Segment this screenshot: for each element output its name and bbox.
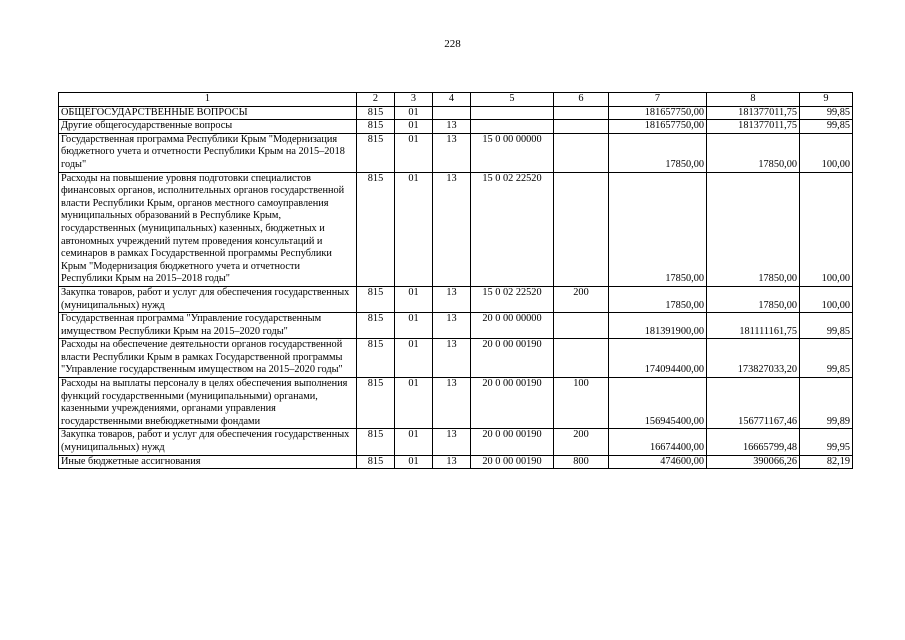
- column-header: 3: [395, 93, 433, 107]
- planned-amount-cell: 181657750,00: [609, 106, 707, 120]
- executed-amount-cell: 181377011,75: [707, 106, 800, 120]
- subsection-code-cell: 13: [433, 172, 471, 286]
- table-row: [59, 339, 853, 378]
- expense-type-cell: [554, 133, 609, 172]
- expense-type-cell: 800: [554, 455, 609, 469]
- column-header: 6: [554, 93, 609, 107]
- department-code-cell: 815: [357, 339, 395, 378]
- expense-name-cell: Закупка товаров, работ и услуг для обеспечения государственных (муниципальных) нужд: [59, 286, 357, 312]
- percent-executed-cell: 99,89: [800, 378, 853, 429]
- column-header: 2: [357, 93, 395, 107]
- table-row: [59, 378, 853, 429]
- target-article-cell: [471, 120, 554, 134]
- planned-amount-cell: 16674400,00: [609, 429, 707, 455]
- planned-amount-cell: 156945400,00: [609, 378, 707, 429]
- table-row: [59, 455, 853, 469]
- executed-amount-cell: 17850,00: [707, 133, 800, 172]
- department-code-cell: 815: [357, 455, 395, 469]
- subsection-code-cell: 13: [433, 378, 471, 429]
- planned-amount-cell: 17850,00: [609, 133, 707, 172]
- executed-amount-cell: 181111161,75: [707, 313, 800, 339]
- expense-name-cell: Государственная программа Республики Крым "Модернизация бюджетного учета и отчетности Республики Крым на 2015–2018 годы": [59, 133, 357, 172]
- column-number-header-row: [59, 93, 853, 107]
- target-article-cell: 15 0 02 22520: [471, 286, 554, 312]
- percent-executed-cell: 99,95: [800, 429, 853, 455]
- planned-amount-cell: 17850,00: [609, 172, 707, 286]
- subsection-code-cell: 13: [433, 286, 471, 312]
- column-header: 7: [609, 93, 707, 107]
- table-row: [59, 429, 853, 455]
- executed-amount-cell: 17850,00: [707, 286, 800, 312]
- expense-name-cell: Другие общегосударственные вопросы: [59, 120, 357, 134]
- executed-amount-cell: 390066,26: [707, 455, 800, 469]
- percent-executed-cell: 82,19: [800, 455, 853, 469]
- target-article-cell: 20 0 00 00190: [471, 339, 554, 378]
- executed-amount-cell: 156771167,46: [707, 378, 800, 429]
- table-row: [59, 120, 853, 134]
- subsection-code-cell: 13: [433, 120, 471, 134]
- executed-amount-cell: 181377011,75: [707, 120, 800, 134]
- expense-name-cell: Расходы на выплаты персоналу в целях обеспечения выполнения функций государственными (муниципальными) органами, казенными учреждениями, органами управления государственными внебюджетными фондами: [59, 378, 357, 429]
- section-code-cell: 01: [395, 429, 433, 455]
- planned-amount-cell: 181657750,00: [609, 120, 707, 134]
- planned-amount-cell: 174094400,00: [609, 339, 707, 378]
- section-code-cell: 01: [395, 172, 433, 286]
- subsection-code-cell: 13: [433, 133, 471, 172]
- expense-name-cell: Закупка товаров, работ и услуг для обеспечения государственных (муниципальных) нужд: [59, 429, 357, 455]
- department-code-cell: 815: [357, 378, 395, 429]
- planned-amount-cell: 17850,00: [609, 286, 707, 312]
- percent-executed-cell: 99,85: [800, 120, 853, 134]
- expense-type-cell: [554, 172, 609, 286]
- percent-executed-cell: 100,00: [800, 286, 853, 312]
- target-article-cell: [471, 106, 554, 120]
- planned-amount-cell: 474600,00: [609, 455, 707, 469]
- table-row: [59, 172, 853, 286]
- department-code-cell: 815: [357, 172, 395, 286]
- expense-name-cell: Расходы на повышение уровня подготовки специалистов финансовых органов, исполнительных органов государственной власти Республики Крым, органов местного самоуправления муниципальных образований в Республике Крым, государственных (муниципальных) казенных, бюджетных и автономных учреждений путем проведения консультаций и семинаров в рамках Государственной программы Республики Крым "Модернизация бюджетного учета и отчетности Республики Крым на 2015–2018 годы": [59, 172, 357, 286]
- expense-type-cell: [554, 313, 609, 339]
- department-code-cell: 815: [357, 106, 395, 120]
- percent-executed-cell: 100,00: [800, 133, 853, 172]
- section-code-cell: 01: [395, 120, 433, 134]
- section-code-cell: 01: [395, 313, 433, 339]
- subsection-code-cell: 13: [433, 339, 471, 378]
- percent-executed-cell: 99,85: [800, 106, 853, 120]
- expense-type-cell: [554, 339, 609, 378]
- column-header: 9: [800, 93, 853, 107]
- executed-amount-cell: 173827033,20: [707, 339, 800, 378]
- expense-name-cell: Государственная программа "Управление государственным имуществом Республики Крым на 2015–2020 годы": [59, 313, 357, 339]
- executed-amount-cell: 17850,00: [707, 172, 800, 286]
- section-code-cell: 01: [395, 133, 433, 172]
- department-code-cell: 815: [357, 120, 395, 134]
- percent-executed-cell: 99,85: [800, 313, 853, 339]
- department-code-cell: 815: [357, 313, 395, 339]
- department-code-cell: 815: [357, 133, 395, 172]
- section-code-cell: 01: [395, 455, 433, 469]
- expense-name-cell: Расходы на обеспечение деятельности органов государственной власти Республики Крым в рамках Государственной программы "Управление государственным имуществом на 2015–2020 годы": [59, 339, 357, 378]
- target-article-cell: 15 0 02 22520: [471, 172, 554, 286]
- subsection-code-cell: 13: [433, 313, 471, 339]
- budget-table: [58, 92, 853, 469]
- expense-type-cell: 200: [554, 286, 609, 312]
- planned-amount-cell: 181391900,00: [609, 313, 707, 339]
- target-article-cell: 20 0 00 00000: [471, 313, 554, 339]
- expense-name-cell: ОБЩЕГОСУДАРСТВЕННЫЕ ВОПРОСЫ: [59, 106, 357, 120]
- column-header: 1: [59, 93, 357, 107]
- table-row: [59, 106, 853, 120]
- page-number: 228: [444, 38, 461, 50]
- table-row: [59, 313, 853, 339]
- table-row: [59, 286, 853, 312]
- expense-type-cell: 200: [554, 429, 609, 455]
- subsection-code-cell: 13: [433, 455, 471, 469]
- section-code-cell: 01: [395, 378, 433, 429]
- target-article-cell: 20 0 00 00190: [471, 455, 554, 469]
- column-header: 5: [471, 93, 554, 107]
- table-row: [59, 133, 853, 172]
- expense-name-cell: Иные бюджетные ассигнования: [59, 455, 357, 469]
- executed-amount-cell: 16665799,48: [707, 429, 800, 455]
- expense-type-cell: [554, 106, 609, 120]
- target-article-cell: 20 0 00 00190: [471, 429, 554, 455]
- percent-executed-cell: 99,85: [800, 339, 853, 378]
- expense-type-cell: 100: [554, 378, 609, 429]
- column-header: 8: [707, 93, 800, 107]
- target-article-cell: 20 0 00 00190: [471, 378, 554, 429]
- section-code-cell: 01: [395, 339, 433, 378]
- expense-type-cell: [554, 120, 609, 134]
- subsection-code-cell: 13: [433, 429, 471, 455]
- department-code-cell: 815: [357, 286, 395, 312]
- section-code-cell: 01: [395, 286, 433, 312]
- column-header: 4: [433, 93, 471, 107]
- department-code-cell: 815: [357, 429, 395, 455]
- target-article-cell: 15 0 00 00000: [471, 133, 554, 172]
- subsection-code-cell: [433, 106, 471, 120]
- percent-executed-cell: 100,00: [800, 172, 853, 286]
- section-code-cell: 01: [395, 106, 433, 120]
